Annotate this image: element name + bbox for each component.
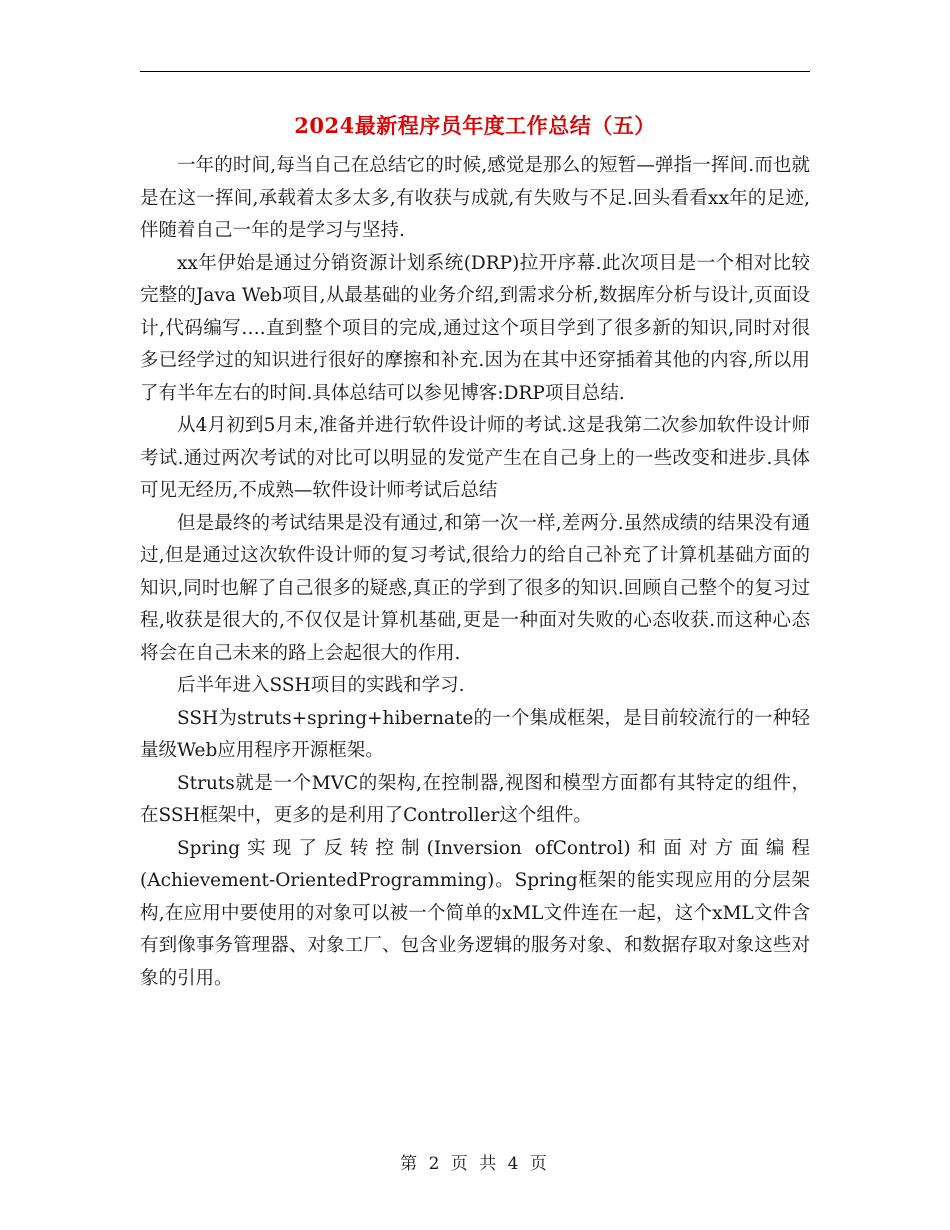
document-title: 2024最新程序员年度工作总结（五） bbox=[294, 113, 656, 138]
paragraph-5: 后半年进入SSH项目的实践和学习. bbox=[177, 675, 465, 696]
paragraph-6: SSH为struts+spring+hibernate的一个集成框架，是目前较流行的一种轻量级Web应用程序开源框架。 bbox=[140, 707, 810, 761]
document-body bbox=[140, 150, 810, 995]
paragraph-7: Struts就是一个MVC的架构,在控制器,视图和模型方面都有其特定的组件，在SSH框架中，更多的是利用了Controller这个组件。 bbox=[140, 772, 810, 826]
paragraph-1: 一年的时间,每当自己在总结它的时候,感觉是那么的短暂—弹指一挥间.而也就是在这一挥间,承载着太多太多,有收获与成就,有失败与不足.回头看看xx年的足迹,伴随着自己一年的是学习与坚持. bbox=[140, 155, 810, 241]
paragraph-4: 但是最终的考试结果是没有通过,和第一次一样,差两分.虽然成绩的结果没有通过,但是通过这次软件设计师的复习考试,很给力的给自己补充了计算机基础方面的知识,同时也解了自己很多的疑惑,真正的学到了很多的知识.回顾自己整个的复习过程,收获是很大的,不仅仅是计算机基础,更是一种面对失败的心态收获.而这种心态将会在自己未来的路上会起很大的作用. bbox=[140, 512, 810, 664]
header-rule bbox=[140, 71, 810, 72]
paragraph-8: Spring实现了反转控制(Inversion ofControl)和面对方面编程(Achievement-OrientedProgramming)。Spring框架的能实现应用的分层架构,在应用中要使用的对象可以被一个简单的xML文件连在一起，这个xML文件含有到像事务管理器、对象工厂、包含业务逻辑的服务对象、和数据存取对象这些对象的引用。 bbox=[140, 837, 810, 989]
paragraph-3: 从4月初到5月末,准备并进行软件设计师的考试.这是我第二次参加软件设计师考试.通过两次考试的对比可以明显的发觉产生在自己身上的一些改变和进步.具体可见无经历,不成熟—软件设计师考试后总结 bbox=[140, 415, 810, 501]
page-number-footer: 第 2 页 共 4 页 bbox=[400, 1154, 550, 1174]
paragraph-2: xx年伊始是通过分销资源计划系统(DRP)拉开序幕.此次项目是一个相对比较完整的Java Web项目,从最基础的业务介绍,到需求分析,数据库分析与设计,页面设计,代码编写….直到整个项目的完成,通过这个项目学到了很多新的知识,同时对很多已经学过的知识进行很好的摩擦和补充.因为在其中还穿插着其他的内容,所以用了有半年左右的时间.具体总结可以参见博客:DRP项目总结. bbox=[140, 252, 810, 404]
